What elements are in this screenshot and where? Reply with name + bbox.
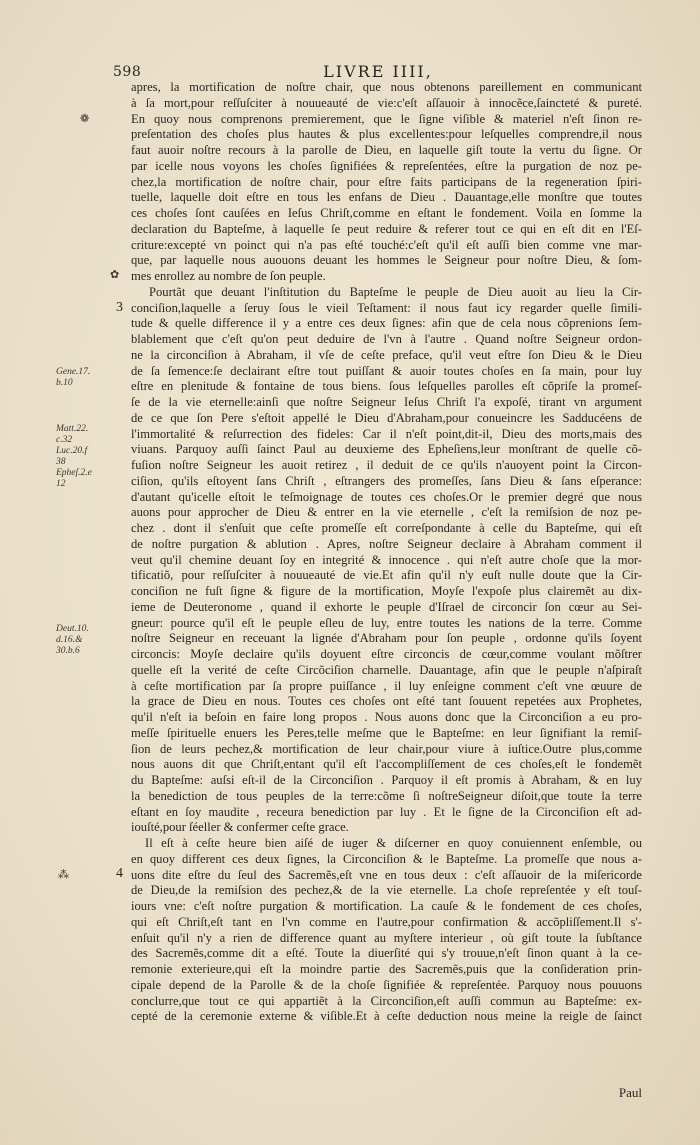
text-line: à ſa mort,pour reſſuſciter à nouueauté de vie:c'eſt aſſauoir à innocẽce,ſaincteté & pureté. bbox=[131, 95, 642, 110]
marginal-note-deuteronomy: Deut.10. d.16.& 30.b.6 bbox=[56, 624, 89, 656]
text-line: eſtre en plenitude & fontaine de tous biens. ſous leſquelles parolles eſt cõpriſe la promeſ- bbox=[131, 379, 642, 394]
text-line: de Dieu,de la remiſsion des pechez,& de la vie eternelle. La choſe repreſentée y eſt touſ- bbox=[131, 883, 642, 898]
text-line: veut qu'il chemine deuant ſoy en integrité & innocence . qui n'eſt autre choſe que la mor- bbox=[131, 552, 642, 567]
text-line: criture:excepté vn poinct qui n'a pas eſté touché:c'eſt qu'il eſt auſſi bien comme vne mar- bbox=[131, 237, 642, 252]
text-line: la grace de Dieu en nous. Toutes ces choſes ont eſté tant ſouuent repetées aux Prophetes, bbox=[131, 694, 642, 709]
text-line: ieme de Deuteronome , quand il exhorte le peuple d'Iſrael de circoncir ſon cœur au Sei- bbox=[131, 599, 642, 614]
text-line: ne la circonciſion à Abraham, il vſe de ceſte preface, qu'il veut eſtre ſon Dieu & le Dieu bbox=[131, 347, 642, 362]
text-line: cipale depend de la Parolle & de la choſe ſignifiée & repreſentée. Parquoy nous pouuons bbox=[131, 977, 642, 992]
text-line: iouſté,pour ſéeller & confermer ceſte grace. bbox=[131, 820, 349, 835]
text-line: conciſion ne fuſt ſigne & figure de la mortification, Moyſe l'expoſe plus clairemẽt au dix- bbox=[131, 584, 642, 598]
text-line: que, par laquelle nous auouons deuant les hommes le Seigneur pour noſtre Dieu, & ſom- bbox=[131, 253, 642, 268]
text-line: eſtant en ſoy maudite , receura benediction par luy . Et le ſigne de la Circonciſion eſt ad- bbox=[131, 804, 642, 819]
text-line: conciſion,laquelle a ſeruy ſous le vieil Teſtament: il nous faut icy regarder quelle ſimili- bbox=[131, 300, 642, 315]
text-line: de ſa ſemence:ſe declairant eſtre tout puiſſant & auoir toutes choſes en ſa main, pour luy bbox=[131, 363, 642, 378]
text-line: iours vne: c'eſt noſtre purgation & mortification. La cauſe & le fondement de ces choſes, bbox=[131, 899, 642, 913]
text-line: fuſion noſtre Seigneur les auoit retirez , il deduit de ce qu'ils n'auoyent point la Circon- bbox=[131, 458, 642, 472]
text-line: d'autant qu'icelle eſtoit le teſmoignage de toutes ces choſes.Or le premier degré que nous bbox=[131, 489, 642, 504]
text-line: tificatiõ, pour reſſuſciter à nouueauté de vie.Et afin qu'il n'y euſt nulle doute que la Cir- bbox=[131, 568, 642, 583]
text-line: blablement que c'eſt qu'on peut deduire de l'vn à l'autre . Quand noſtre Seigneur ordon- bbox=[131, 332, 642, 346]
text-line: gneur: pource qu'il eſt le peuple eſleu de luy, entre toutes les nations de la terre. Comme bbox=[131, 615, 642, 630]
text-line: chez,la mortification de noſtre chair, pour eſtre faits participans de la regeneration ſpiri- bbox=[131, 174, 642, 189]
text-line: en quoy different ces deux ſignes, la Circonciſion & le Bapteſme. La promeſſe que nous a- bbox=[131, 851, 642, 866]
running-title: LIVRE IIII, bbox=[323, 62, 433, 81]
text-line: cepté de la ceremonie externe & viſible.Et à ceſte deduction nous meine la reigle de ſainct bbox=[131, 1009, 642, 1024]
text-line: mes enrollez au nombre de ſon peuple. bbox=[131, 269, 326, 283]
text-line: de ce que ſon Pere s'eſtoit appellé le Dieu d'Abraham,pour conueincre les Sadducéens de bbox=[131, 410, 642, 425]
text-line: auons pour approcher de Dieu & entrer en la vie eternelle , c'eſt la remiſsion de noz pe- bbox=[131, 505, 642, 520]
margin-ornament-2: ✿ bbox=[110, 268, 120, 281]
text-line: du Bapteſme: auſsi eſt-il de la Circonciſion . Parquoy il eſt promis à Abraham, & en luy bbox=[131, 773, 642, 787]
text-line: qu'il n'eſt ia beſoin en faire long propos . Nous auons donc que la Circonciſion a eu pro- bbox=[131, 710, 642, 724]
margin-ornament-3: ⁂ bbox=[58, 868, 69, 881]
text-line: tuelle, laquelle doit eſtre en tous les enfans de Dieu . Dauantage,elle monſtre que toutes bbox=[131, 190, 642, 205]
text-line: à ceſte mortification par ſa propre puiſſance , il luy enſeigne comment c'eſt vne œuure de bbox=[131, 678, 642, 693]
text-line: declaration du Bapteſme, à laquelle ſe peut reduire & referer tout ce qui en eſt dit en l'Eſ- bbox=[131, 221, 642, 236]
page-number: 598 bbox=[113, 64, 142, 80]
paragraph-number-4: 4 bbox=[116, 866, 123, 881]
catchword: Paul bbox=[618, 1085, 642, 1100]
text-line: quelle eſt la verité de ceſte Circõciſion charnelle. Dauantage, afin que le peuple n'aſpiraſt bbox=[131, 662, 642, 677]
text-line: preſentation des choſes plus hautes & plus excellentes:pour leſquelles comprendre,il nous bbox=[131, 127, 642, 142]
main-text-column bbox=[131, 80, 642, 1025]
text-line: viuans. Parquoy auſſi ſainct Paul au deuxieme des Epheſiens,leur monſtrant de quelle cõ- bbox=[131, 442, 642, 457]
text-line: ciſion, qu'ils eſtoyent ſans Chriſt , eſtrangers des promeſſes, ſans Dieu & ſans eſperance: bbox=[131, 473, 642, 488]
text-line: ces choſes ſont cauſées en Ieſus Chriſt,comme en eſtant le fondement. Voila en ſomme la bbox=[131, 206, 642, 220]
text-line: ſe de la vie eternelle:ainſi que noſtre Seigneur Ieſus Chriſt l'a expoſé, tirant vn argument bbox=[131, 395, 642, 409]
text-line: Pourtãt que deuant l'inſtitution du Bapteſme le peuple de Dieu auoit au lieu la Cir- bbox=[149, 284, 642, 299]
text-line: des Sacremẽs,comme dit a eſté. Toute la diuerſité qui s'y trouue,n'eſt ſinon quant à la ce- bbox=[131, 946, 642, 961]
text-line: apres, la mortification de noſtre chair, que nous obtenons pareillement en communicant bbox=[131, 80, 642, 94]
text-line: l'immortalité & reſurrection des fideles: Car il n'eſt point,dit-il, Dieu des morts,mais des bbox=[131, 426, 642, 441]
text-line: noſtre Seigneur en receuant la lignée d'Abraham pour ſon peuple , ordonne qu'ils ſoyent bbox=[131, 631, 642, 646]
text-line: nous auons dit que Chriſt,entant qu'il eſt l'accompliſſement de ces choſes,eſt le fondemẽt bbox=[131, 757, 642, 772]
text-line: Il eſt à ceſte heure bien aiſé de iuger & diſcerner en quoy conuiennent enſemble, ou bbox=[145, 836, 642, 850]
marginal-note-matthew-luke-ephesians: Matt.22. c.32 Luc.20.f 38 Epheſ.2.e 12 bbox=[56, 424, 92, 489]
text-line: qui eſt Chriſt,eſt tant en l'vn comme en l'autre,pour confirmation & accõpliſſement.Il s'- bbox=[131, 914, 642, 929]
text-line: ſion de leurs pechez,& mortification de leur chair,pour viure à iuſtice.Outre plus,comme bbox=[131, 741, 642, 756]
text-line: circoncis: Moyſe declaire qu'ils doyuent eſtre circoncis de cœur,comme voulant mõſtrer bbox=[131, 647, 642, 661]
text-line: chez . dont il s'enſuit que ceſte promeſſe eſt correſpondante à celle du Bapteſme, qui eſt bbox=[131, 521, 642, 535]
text-line: En quoy nous comprenons premierement, que le ſigne viſible & materiel n'eſt ſinon re- bbox=[131, 111, 642, 126]
text-line: conclurre,que tout ce qui appartiẽt à la Circonciſion,eſt auſſi commun au Bapteſme: ex- bbox=[131, 993, 642, 1008]
text-line: par icelle nous voyons les choſes ſignifiées & repreſentées, eſtre la purgation de noz pe- bbox=[131, 158, 642, 173]
paragraph-number-3: 3 bbox=[116, 300, 123, 315]
text-line: enſuit qu'il n'y a rien de difference quant au myſtere interieur , où giſt toute la ſubſtance bbox=[131, 930, 642, 945]
text-line: uons dite eſtre du ſeul des Sacremẽs,eſt vne en tous deux : c'eſt aſſauoir de la miſericorde bbox=[131, 867, 642, 882]
marginal-note-genesis: Gene.17. b.10 bbox=[56, 367, 91, 388]
text-line: meſſe ſpirituelle enuers les Peres,telle meſme que le Bapteſme: en leur ſignifiant la remiſ- bbox=[131, 725, 642, 740]
text-line: tude & quelle difference il y a entre ces deux ſignes: afin que de cela nous cõprenions ſem- bbox=[131, 316, 642, 331]
text-line: la benediction de tous peuples de la terre:cõme ſi noſtreSeigneur diſoit,que toute la terre bbox=[131, 788, 642, 803]
text-line: remonie exterieure,qui eſt la moindre partie des Sacremẽs,puis que la conſideration prin- bbox=[131, 962, 642, 976]
text-line: de noſtre purgation & ablution . Apres, noſtre Seigneur declaire à Abraham comment il bbox=[131, 536, 642, 551]
margin-ornament-1: ❁ bbox=[80, 112, 90, 125]
text-line: faut auoir noſtre recours à la parolle de Dieu, en laquelle giſt toute la vertu du ſigne. Or bbox=[131, 143, 642, 157]
